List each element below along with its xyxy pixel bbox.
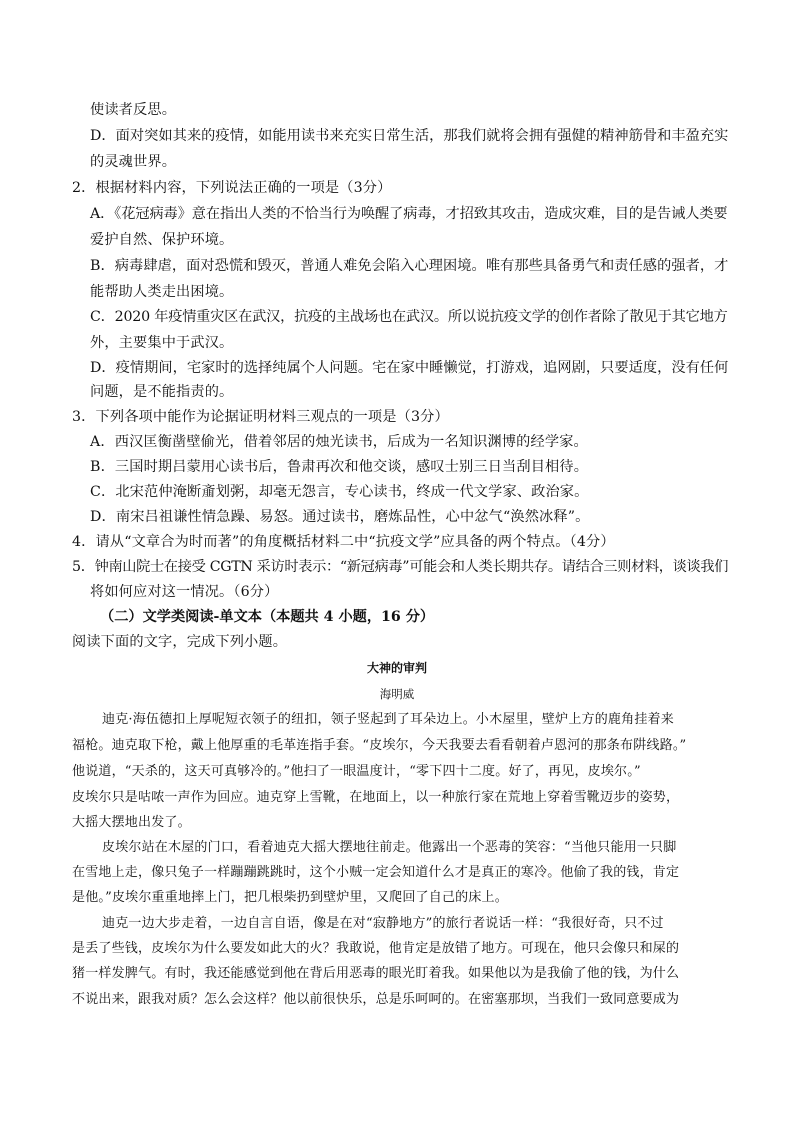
q2-option-c: C．2020 年疫情重灾区在武汉，抗疫的主战场也在武汉。所以说抗疫文学的创作者除了散见于其它地方 xyxy=(90,309,728,325)
story-line: 皮埃尔站在木屋的门口，看着迪克大摇大摆地往前走。他露出一个恶毒的笑容：“当他只能用一只脚 xyxy=(102,840,677,855)
section-header: （二）文学类阅读-单文本（本题共 4 小题，16 分） xyxy=(100,609,435,625)
question-5-cont: 将如何应对这一情况。（6分） xyxy=(90,584,279,600)
q1-option-d-line: 的灵魂世界。 xyxy=(90,154,177,170)
story-line: 迪克一边大步走着，一边自言自语，像是在对“寂静地方”的旅行者说话一样：“我很好奇，只不过 xyxy=(102,916,664,931)
carry-over-line: 使读者反思。 xyxy=(90,102,177,118)
story-line: 是丢了些钱，皮埃尔为什么要发如此大的火？我敢说，他肯定是放错了地方。可现在，他只会像只和屎的 xyxy=(72,941,680,956)
story-line: 迪克·海伍德扣上厚呢短衣领子的纽扣，领子竖起到了耳朵边上。小木屋里，壁炉上方的鹿角挂着来 xyxy=(102,712,674,727)
story-line: 他说道，“天杀的，这天可真够冷的。”他扫了一眼温度计，“零下四十二度。好了，再见，皮埃尔。” xyxy=(72,764,641,779)
q3-option-a: A．西汉匡衡凿壁偷光，借着邻居的烛光读书，后成为一名知识渊博的经学家。 xyxy=(90,434,588,450)
q1-option-d-line: D．面对突如其来的疫情，如能用读书来充实日常生活，那我们就将会拥有强健的精神筋骨和丰盈充实 xyxy=(90,128,729,144)
reading-instruction: 阅读下面的文字，完成下列小题。 xyxy=(72,634,288,650)
story-line: 是他。”皮埃尔重重地摔上门，把几根柴扔到壁炉里，又爬回了自己的床上。 xyxy=(72,890,508,905)
question-3-stem: 3．下列各项中能作为论据证明材料三观点的一项是（3分） xyxy=(72,409,449,425)
story-line: 大摇大摆地出发了。 xyxy=(72,815,191,830)
q2-option-d-cont: 问题，是不能指责的。 xyxy=(90,384,234,400)
story-line: 不说出来，跟我对质？怎么会这样？他以前很快乐，总是乐呵呵的。在密塞那坝，当我们一致同意要成为 xyxy=(72,992,680,1007)
story-line: 在雪地上走，像只兔子一样蹦蹦跳跳时，这个小贼一定会知道什么才是真正的寒冷。他偷了我的钱，肯定 xyxy=(72,865,680,880)
story-title: 大神的审判 xyxy=(366,661,427,675)
q3-option-d: D．南宋吕祖谦性情急躁、易怒。通过读书，磨炼品性，心中忿气“涣然冰释”。 xyxy=(90,509,590,525)
question-2-stem: 2．根据材料内容，下列说法正确的一项是（3分） xyxy=(72,180,392,196)
q2-option-a: A．《花冠病毒》意在指出人类的不恰当行为唤醒了病毒，才招致其攻击，造成灾难，目的是告诫人类要 xyxy=(90,206,728,222)
story-line: 福枪。迪克取下枪，戴上他厚重的毛革连指手套。“皮埃尔，今天我要去看看朝着卢恩河的那条布阱线路。” xyxy=(72,738,687,753)
story-line: 皮埃尔只是咕哝一声作为回应。迪克穿上雪靴，在地面上，以一种旅行家在荒地上穿着雪靴迈步的姿势， xyxy=(72,790,680,805)
q2-option-a-cont: 爱护自然、保护环境。 xyxy=(90,232,234,248)
q3-option-c: C．北宋范仲淹断齑划粥，却毫无怨言，专心读书，终成一代文学家、政治家。 xyxy=(90,484,589,500)
q2-option-b-cont: 能帮助人类走出困境。 xyxy=(90,284,234,300)
story-author: 海明威 xyxy=(379,687,415,701)
q2-option-b: B．病毒肆虐，面对恐慌和毁灭，普通人难免会陷入心理困境。唯有那些具备勇气和责任感的强者，才 xyxy=(90,258,729,274)
q2-option-d: D．疫情期间，宅家时的选择纯属个人问题。宅在家中睡懒觉，打游戏，追网剧，只要适度，没有任何 xyxy=(90,360,729,376)
q3-option-b: B．三国时期吕蒙用心读书后，鲁肃再次和他交谈，感叹士别三日当刮目相待。 xyxy=(90,459,589,475)
question-4: 4．请从“文章合为时而著”的角度概括材料二中“抗疫文学”应具备的两个特点。（4分） xyxy=(72,534,615,550)
q2-option-c-cont: 外，主要集中于武汉。 xyxy=(90,335,234,351)
question-5: 5．钟南山院士在接受 CGTN 采访时表示：“新冠病毒”可能会和人类长期共存。请结合三则材料，谈谈我们 xyxy=(72,559,729,575)
story-line: 猪一样发脾气。有时，我还能感觉到他在背后用恶毒的眼光盯着我。如果他以为是我偷了他的钱，为什么 xyxy=(72,966,680,981)
